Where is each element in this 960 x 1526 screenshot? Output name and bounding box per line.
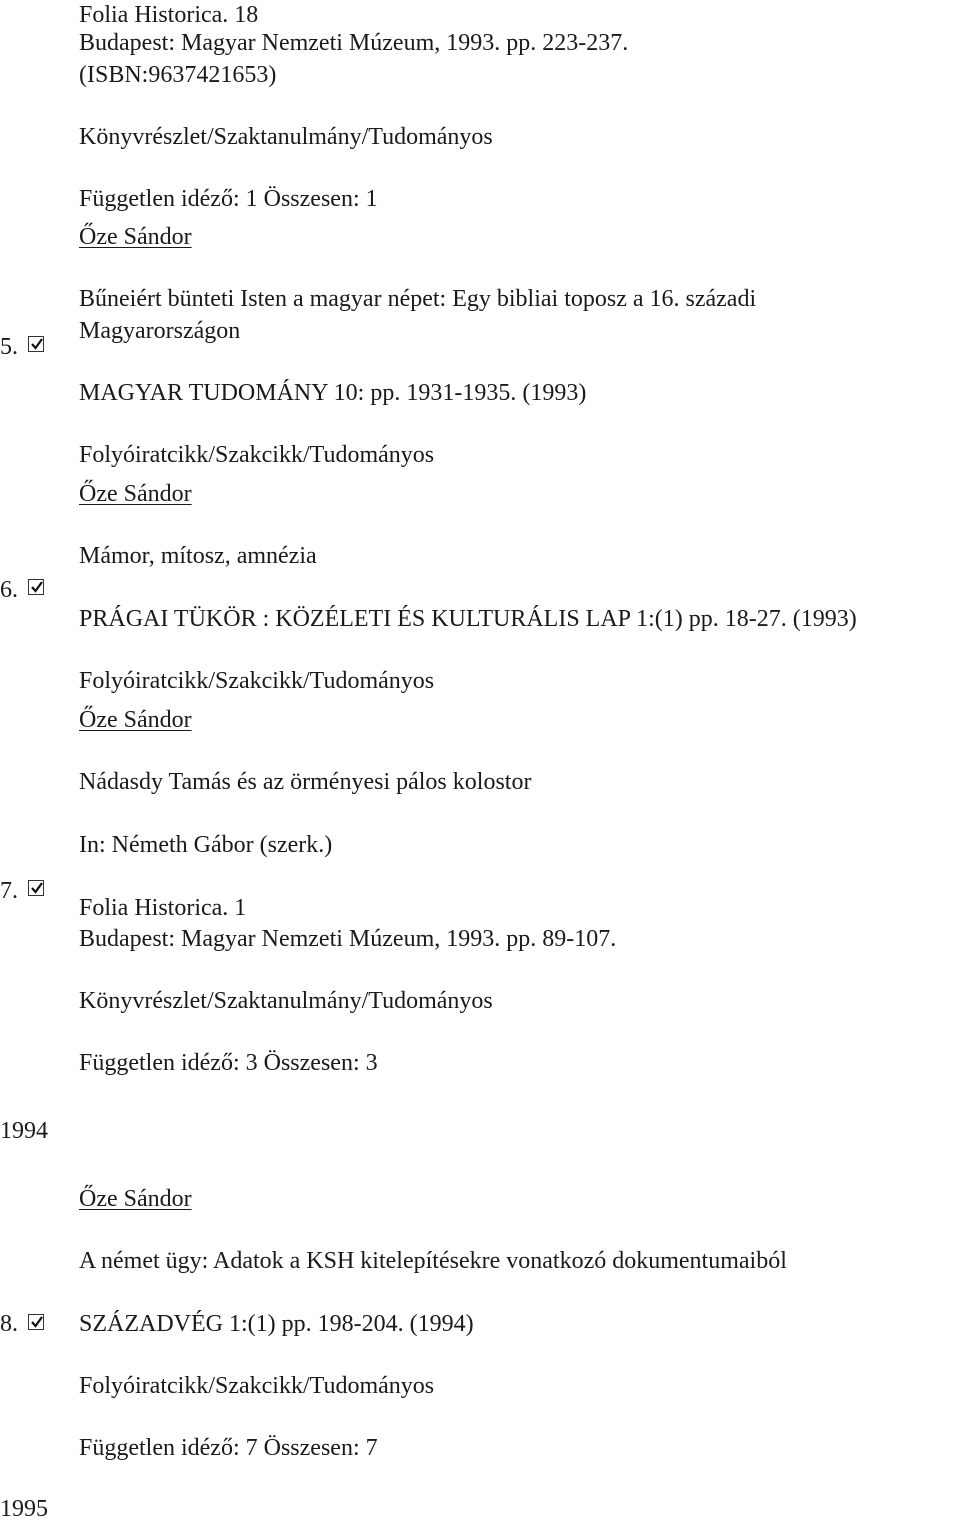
- entry6-number: 6.: [0, 577, 18, 603]
- entry6-title: Mámor, mítosz, amnézia: [79, 543, 317, 569]
- entry8-citations: Független idéző: 7 Összesen: 7: [79, 1435, 378, 1461]
- entry4-publisher: Budapest: Magyar Nemzeti Múzeum, 1993. pp. 223-237.: [79, 30, 629, 56]
- entry8-title: A német ügy: Adatok a KSH kitelepítésekre vonatkozó dokumentumaiból: [79, 1248, 787, 1274]
- entry7-number: 7.: [0, 878, 18, 904]
- entry8-number: 8.: [0, 1311, 18, 1337]
- entry7-citations: Független idéző: 3 Összesen: 3: [79, 1050, 378, 1076]
- checkbox-checked-icon: [30, 337, 44, 351]
- year-heading-1995: 1995: [0, 1496, 48, 1522]
- entry7-series: Folia Historica. 1: [79, 895, 247, 921]
- checkbox-checked-icon: [30, 580, 44, 594]
- entry5-source: MAGYAR TUDOMÁNY 10: pp. 1931-1935. (1993): [79, 380, 587, 406]
- entry7-author-link[interactable]: Őze Sándor: [79, 707, 192, 733]
- entry5-number: 5.: [0, 334, 18, 360]
- entry5-checkbox[interactable]: [28, 336, 44, 352]
- entry6-checkbox[interactable]: [28, 579, 44, 595]
- entry8-author-link[interactable]: Őze Sándor: [79, 1186, 192, 1212]
- entry4-series: Folia Historica. 18: [79, 2, 259, 28]
- entry6-type: Folyóiratcikk/Szakcikk/Tudományos: [79, 668, 435, 694]
- entry5-author-link[interactable]: Őze Sándor: [79, 224, 192, 250]
- entry7-in: In: Németh Gábor (szerk.): [79, 832, 333, 858]
- entry4-isbn: (ISBN:9637421653): [79, 62, 277, 88]
- year-heading-1994: 1994: [0, 1118, 48, 1144]
- checkbox-checked-icon: [30, 881, 44, 895]
- entry5-type: Folyóiratcikk/Szakcikk/Tudományos: [79, 442, 435, 468]
- entry7-type: Könyvrészlet/Szaktanulmány/Tudományos: [79, 988, 493, 1014]
- entry5-title-line1: Bűneiért bünteti Isten a magyar népet: Egy bibliai toposz a 16. századi: [79, 286, 757, 312]
- entry6-source: PRÁGAI TÜKÖR : KÖZÉLETI ÉS KULTURÁLIS LAP 1:(1) pp. 18-27. (1993): [79, 606, 857, 632]
- entry7-checkbox[interactable]: [28, 880, 44, 896]
- entry7-publisher: Budapest: Magyar Nemzeti Múzeum, 1993. pp. 89-107.: [79, 926, 617, 952]
- entry4-citations: Független idéző: 1 Összesen: 1: [79, 186, 378, 212]
- entry8-source: SZÁZADVÉG 1:(1) pp. 198-204. (1994): [79, 1311, 474, 1337]
- entry8-type: Folyóiratcikk/Szakcikk/Tudományos: [79, 1373, 435, 1399]
- entry7-title: Nádasdy Tamás és az örményesi pálos kolostor: [79, 769, 532, 795]
- entry5-title-line2: Magyarországon: [79, 318, 241, 344]
- checkbox-checked-icon: [30, 1315, 44, 1329]
- entry6-author-link[interactable]: Őze Sándor: [79, 481, 192, 507]
- entry4-type: Könyvrészlet/Szaktanulmány/Tudományos: [79, 124, 493, 150]
- entry8-checkbox[interactable]: [28, 1314, 44, 1330]
